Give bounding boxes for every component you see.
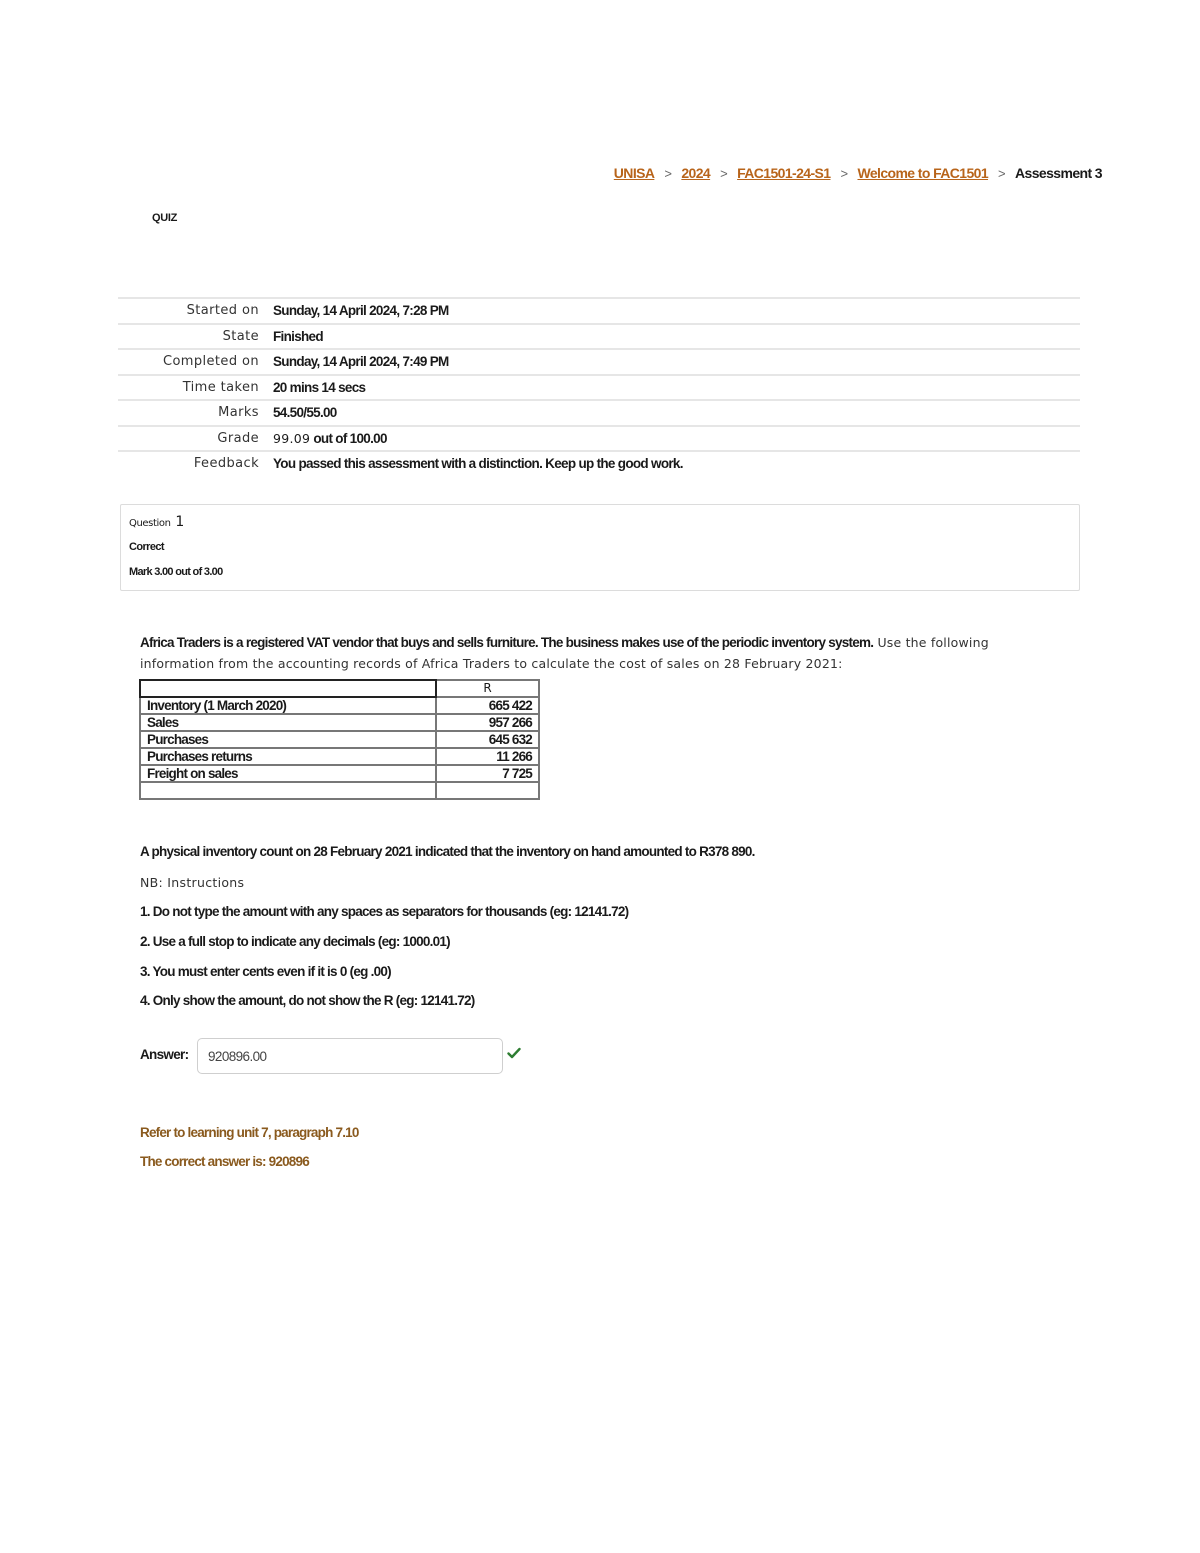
breadcrumb-link-course[interactable]: FAC1501-24-S1 [737, 165, 831, 181]
summary-value: Finished [273, 324, 1080, 350]
summary-label: Grade [118, 426, 273, 452]
instruction-item: 3. You must enter cents even if it is 0 (eg .00) [140, 964, 391, 979]
summary-row [118, 426, 1080, 452]
attempt-summary-table [118, 297, 1080, 476]
instruction-item: 1. Do not type the amount with any spaces as separators for thousands (eg: 12141.72) [140, 904, 629, 919]
table-cell-item: Sales [140, 714, 436, 731]
table-row-empty [140, 782, 539, 799]
summary-row [118, 375, 1080, 401]
table-cell-empty [140, 782, 436, 799]
question-data-table [139, 679, 540, 800]
table-cell-amount: 11 266 [436, 748, 539, 765]
breadcrumb-link-year[interactable]: 2024 [681, 165, 711, 181]
summary-label: State [118, 324, 273, 350]
summary-label: Completed on [118, 349, 273, 375]
table-cell-amount: 957 266 [436, 714, 539, 731]
answer-label: Answer: [140, 1047, 189, 1062]
summary-row [118, 400, 1080, 426]
activity-type-label: QUIZ [152, 212, 178, 224]
instruction-item: 2. Use a full stop to indicate any decimals (eg: 1000.01) [140, 934, 450, 949]
table-row [140, 714, 539, 731]
table-cell-empty [436, 782, 539, 799]
summary-row [118, 324, 1080, 350]
summary-label: Marks [118, 400, 273, 426]
question-text [140, 632, 1060, 674]
summary-row [118, 451, 1080, 476]
grade-number: 99.09 [273, 430, 311, 446]
breadcrumb [614, 165, 1102, 181]
correct-answer-feedback: The correct answer is: 920896 [140, 1154, 309, 1169]
summary-value [273, 426, 1080, 452]
summary-label: Feedback [118, 451, 273, 476]
table-cell-item: Purchases returns [140, 748, 436, 765]
table-cell-item: Freight on sales [140, 765, 436, 782]
question-number [129, 514, 184, 530]
summary-value: 20 mins 14 secs [273, 375, 1080, 401]
correct-check-icon [507, 1046, 521, 1060]
chevron-right-icon: > [664, 165, 672, 181]
table-header-currency: R [436, 680, 539, 697]
chevron-right-icon: > [998, 165, 1006, 181]
question-intro-bold: Africa Traders is a registered VAT vendor that buys and sells furniture. The business makes use of the periodic inventory system. [140, 635, 874, 650]
question-number-value: 1 [175, 514, 184, 530]
question-intro-regular: Use the following information from the accounting records of Africa Traders to calculate the cost of sales on 28 February 2021: [140, 635, 989, 671]
question-state: Correct [129, 541, 164, 553]
answer-input[interactable] [197, 1038, 503, 1074]
instruction-item: 4. Only show the amount, do not show the R (eg: 12141.72) [140, 993, 475, 1008]
table-cell-item: Purchases [140, 731, 436, 748]
summary-label: Started on [118, 298, 273, 324]
breadcrumb-link-welcome[interactable]: Welcome to FAC1501 [857, 165, 989, 181]
table-cell-item: Inventory (1 March 2020) [140, 697, 436, 714]
summary-value: Sunday, 14 April 2024, 7:49 PM [273, 349, 1080, 375]
breadcrumb-current: Assessment 3 [1015, 165, 1102, 181]
table-header-row [140, 680, 539, 697]
summary-row [118, 298, 1080, 324]
summary-label: Time taken [118, 375, 273, 401]
table-cell-amount: 645 632 [436, 731, 539, 748]
question-mark: Mark 3.00 out of 3.00 [129, 566, 223, 578]
summary-value: You passed this assessment with a distinction. Keep up the good work. [273, 451, 1080, 476]
question-info-box [120, 504, 1080, 591]
summary-value: 54.50/55.00 [273, 400, 1080, 426]
table-row [140, 765, 539, 782]
table-header-cell [140, 680, 436, 697]
grade-suffix: out of 100.00 [310, 430, 387, 446]
summary-row [118, 349, 1080, 375]
table-row [140, 731, 539, 748]
table-cell-amount: 7 725 [436, 765, 539, 782]
summary-value: Sunday, 14 April 2024, 7:28 PM [273, 298, 1080, 324]
table-row [140, 748, 539, 765]
chevron-right-icon: > [840, 165, 848, 181]
chevron-right-icon: > [720, 165, 728, 181]
table-cell-amount: 665 422 [436, 697, 539, 714]
physical-count-text: A physical inventory count on 28 February 2021 indicated that the inventory on hand amounted to R378 890. [140, 844, 755, 859]
instructions-heading: NB: Instructions [140, 875, 245, 890]
breadcrumb-link-unisa[interactable]: UNISA [613, 165, 655, 181]
general-feedback: Refer to learning unit 7, paragraph 7.10 [140, 1125, 359, 1140]
table-row [140, 697, 539, 714]
question-label: Question [129, 518, 171, 529]
